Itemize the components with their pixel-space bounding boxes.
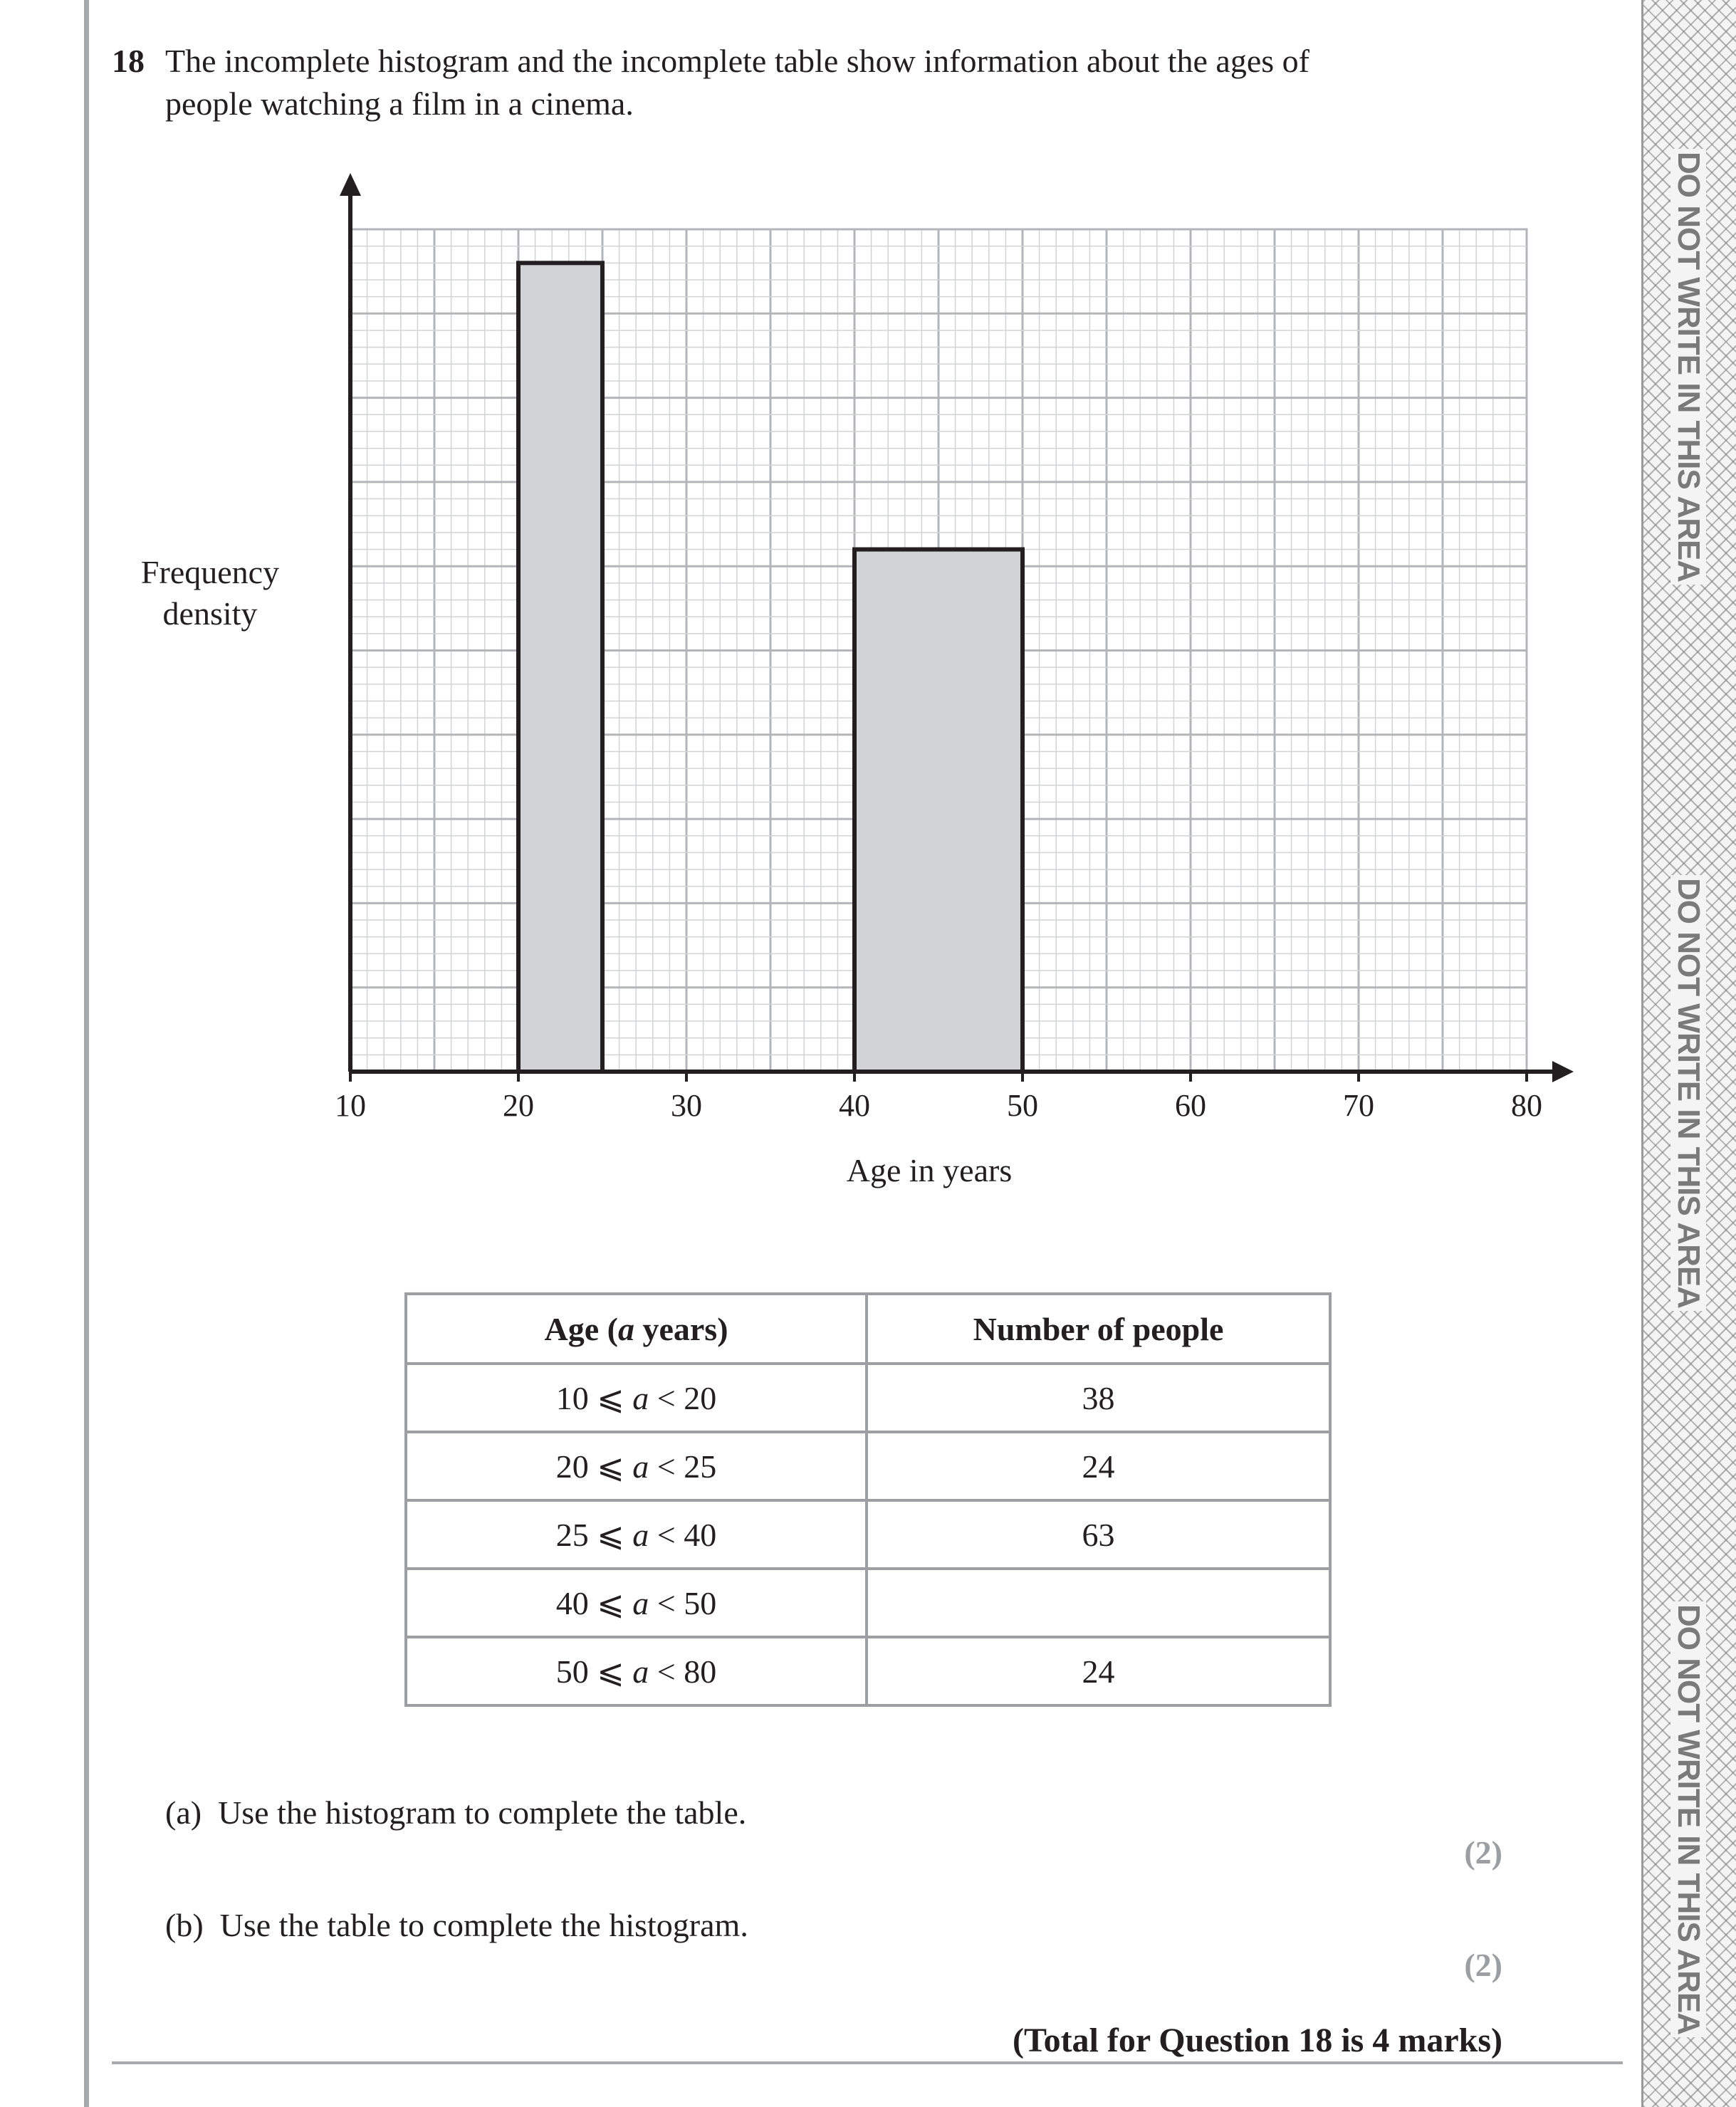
x-tick-label: 40 (839, 1088, 870, 1123)
question-total: (Total for Question 18 is 4 marks) (1012, 2022, 1502, 2059)
x-tick-label: 50 (1007, 1088, 1038, 1123)
x-tick-label: 60 (1175, 1088, 1206, 1123)
age-class-cell: 10 ⩽ a < 20 (406, 1364, 867, 1432)
table-row (406, 1500, 1330, 1569)
age-class-cell: 40 ⩽ a < 50 (406, 1569, 867, 1637)
y-axis-label-line-1: Frequency (140, 554, 280, 590)
x-tick-label: 70 (1343, 1088, 1374, 1123)
part-a: (a) Use the histogram to complete the table. (165, 1794, 747, 1831)
count-cell: 24 (867, 1637, 1330, 1705)
count-cell: 24 (867, 1432, 1330, 1500)
age-class-cell: 50 ⩽ a < 80 (406, 1637, 867, 1705)
part-a-marks: (2) (1464, 1834, 1502, 1871)
count-cell: 63 (867, 1500, 1330, 1569)
y-axis-label-line-2: density (162, 595, 258, 632)
table-row (406, 1432, 1330, 1500)
x-tick-label: 20 (503, 1088, 534, 1123)
part-b-marks: (2) (1464, 1947, 1502, 1983)
margin-warning-3: DO NOT WRITE IN THIS AREA (1688, 1819, 1689, 1820)
count-cell: 38 (867, 1364, 1330, 1432)
question-number: 18 (112, 43, 145, 79)
x-axis-arrow (1552, 1061, 1574, 1082)
bottom-rule (112, 2061, 1623, 2064)
x-axis-label: Age in years (846, 1152, 1013, 1188)
histogram-bar (518, 263, 602, 1072)
age-class-cell: 25 ⩽ a < 40 (406, 1500, 867, 1569)
table-row (406, 1637, 1330, 1705)
question-text-line-2: people watching a film in a cinema. (165, 85, 634, 122)
frequency-table (404, 1292, 1332, 1707)
age-class-cell: 20 ⩽ a < 25 (406, 1432, 867, 1500)
count-cell-blank[interactable] (867, 1569, 1330, 1637)
margin-warning-2: DO NOT WRITE IN THIS AREA (1688, 1093, 1689, 1094)
count-column-header: Number of people (867, 1294, 1330, 1364)
histogram-bar (854, 550, 1023, 1072)
y-axis-arrow (340, 173, 361, 196)
x-tick-label: 80 (1511, 1088, 1542, 1123)
part-b: (b) Use the table to complete the histogram. (165, 1907, 748, 1943)
table-row (406, 1569, 1330, 1637)
table-row (406, 1364, 1330, 1432)
table-header-row (406, 1294, 1330, 1364)
age-column-header: Age (a years) (406, 1294, 867, 1364)
x-tick-label: 30 (671, 1088, 702, 1123)
question-text-line-1: The incomplete histogram and the incomplete table show information about the ages of (165, 43, 1309, 79)
x-tick-label: 10 (335, 1088, 366, 1123)
